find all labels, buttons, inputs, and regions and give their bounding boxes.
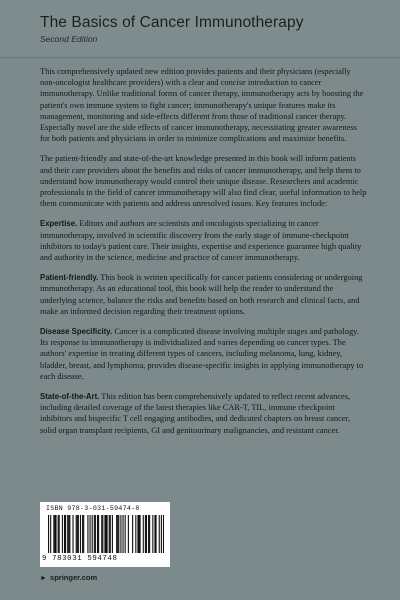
feature-text: Cancer is a complicated disease involving multiple stages and pathology. Its response to immunotherapy is individualized and varies depending on cancer types. The authors' expertise in treating different types of cancers, including melanoma, lung, kidney, bladder, breast, and lymphoma, provides disease-specific insights in applying immunotherapy to each disease. [40, 327, 364, 381]
barcode-bar [161, 515, 162, 553]
barcode-bar [82, 515, 83, 553]
isbn-barcode [40, 502, 170, 567]
barcode-bar [138, 515, 139, 553]
barcode-bar [62, 515, 63, 553]
barcode-bar [132, 515, 133, 553]
intro-paragraph: This comprehensively updated new edition provides patients and their physicians (especially non-oncologist healthcare providers) with a clear and concise introduction to cancer immunotherapy. Unlike traditional forms of cancer therapy, immunotherapy acts by boosting the patient's own immune system to fight cancer; immunotherapy's unique features make its management, monitoring and side-effects different from those of traditional cancer therapy. Especially novel are the side effects of cancer immunotherapy, necessitating greater awareness for both patients and physicians in order to minimize complications and maximize benefits. [40, 67, 364, 144]
barcode-bar [154, 515, 155, 553]
barcode-bar [83, 515, 84, 553]
barcode-bar [120, 515, 121, 553]
barcode-digits: 9 783031 594748 [42, 555, 118, 563]
barcode-bar [107, 515, 108, 553]
barcode-bar [78, 515, 79, 553]
feature-disease-specificity [40, 326, 368, 382]
barcode-bar [155, 515, 156, 553]
barcode-bar [152, 515, 153, 553]
feature-lead: State-of-the-Art. [40, 392, 100, 402]
edition-label: Second Edition [40, 34, 98, 44]
barcode-bar [76, 515, 77, 553]
barcode-bar [53, 515, 54, 553]
barcode-bar [125, 515, 126, 553]
header-divider [0, 57, 400, 58]
barcode-bar [109, 515, 110, 553]
barcode-bar [50, 515, 51, 553]
barcode-bar [59, 515, 60, 553]
feature-state-of-the-art [40, 391, 368, 436]
isbn-label: ISBN 978-3-031-59474-8 [46, 505, 140, 512]
barcode-bar [55, 515, 56, 553]
barcode-bar [159, 515, 160, 553]
barcode-bar [48, 515, 49, 553]
publisher-url: springer.com [50, 573, 98, 582]
barcode-bar [72, 515, 73, 553]
barcode-bar [146, 515, 147, 553]
barcode-bar [137, 515, 138, 553]
barcode-bar [140, 515, 141, 553]
barcode-bar [104, 515, 105, 553]
barcode-bar [105, 515, 106, 553]
back-cover-text [40, 66, 368, 445]
barcode-bar [101, 515, 102, 553]
barcode-bar [135, 515, 136, 553]
arrow-icon: ► [40, 575, 47, 582]
barcode-bar [90, 515, 91, 553]
barcode-bar [143, 515, 144, 553]
feature-text: Editors and authors are scientists and oncologists specializing in cancer immunotherapy, involved in scientific discovery from the early stage of immune-checkpoint inhibitors to today's patient care. Their insights, expertise and experience guarantee high quality and authority in the science, medicine and practice of cancer immunotherapy. [40, 219, 362, 263]
barcode-bar [69, 515, 70, 553]
barcode-bar [128, 515, 129, 553]
barcode-bar [54, 515, 55, 553]
barcode-bar [116, 515, 117, 553]
barcode-bar [68, 515, 69, 553]
book-title: The Basics of Cancer Immunotherapy [40, 14, 304, 31]
feature-lead: Patient-friendly. [40, 273, 99, 283]
barcode-bar [148, 515, 149, 553]
barcode-bar [92, 515, 93, 553]
barcode-bar [64, 515, 65, 553]
barcode-bar [110, 515, 111, 553]
feature-text: This book is written specifically for cancer patients considering or undergoing immunotherapy. As an educational tool, this book will help the reader to understand the underlying science, balance the risks and benefits based on both research and clinical facts, and make an informed decision regarding their treatment options. [40, 273, 363, 316]
feature-patient-friendly [40, 272, 368, 317]
barcode-bar [149, 515, 150, 553]
barcode-bar [102, 515, 103, 553]
barcode-bar [87, 515, 88, 553]
barcode-bar [117, 515, 118, 553]
publisher-link[interactable] [40, 573, 97, 582]
barcode-bar [98, 515, 99, 553]
barcode-bar [80, 515, 81, 553]
barcode-bar [122, 515, 123, 553]
barcode-bar [112, 515, 113, 553]
feature-expertise [40, 218, 368, 263]
feature-lead: Disease Specificity. [40, 327, 113, 337]
barcode-bar [118, 515, 119, 553]
barcode-bar [58, 515, 59, 553]
barcode-bar [77, 515, 78, 553]
barcode-bar [97, 515, 98, 553]
barcode-bar [67, 515, 68, 553]
barcode-bars [48, 515, 164, 553]
feature-lead: Expertise. [40, 219, 78, 229]
feature-text: This edition has been comprehensively updated to reflect recent advances, including detailed coverage of the latest therapies like CAR-T, TIL, immune checkpoint inhibitors and bispecific T cell engaging antibodies, and dedicated chapters on breast cancer, solid organ transplant recipients, GI and genitourinary malignancies, and resistant cancer. [40, 392, 351, 435]
barcode-bar [94, 515, 95, 553]
barcode-bar [65, 515, 66, 553]
barcode-bar [145, 515, 146, 553]
audience-paragraph: The patient-friendly and state-of-the-art knowledge presented in this book will inform patients and their care providers about the benefits and risks of cancer immunotherapy, and help them to understand how immunotherapy would control their unique disease. Researchers and academic professionals in the field of cancer immunotherapy will also find clear, useful information to help them communicate with patients and address unresolved issues. Key features include: [40, 154, 367, 209]
barcode-bar [95, 515, 96, 553]
barcode-bar [163, 515, 164, 553]
